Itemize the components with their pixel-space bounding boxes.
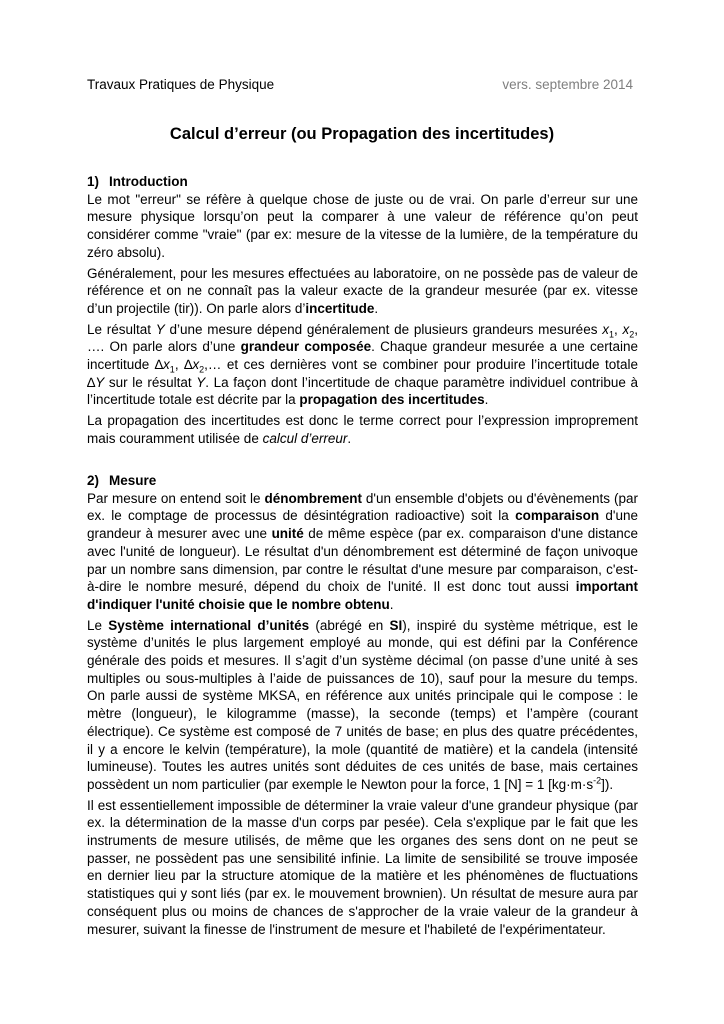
subscript: 1	[608, 329, 614, 340]
paragraph-intro-2	[87, 265, 638, 318]
text-run: La propagation des incertitudes est donc le terme correct pour l’expression improprement mais couramment utilisée de	[87, 413, 638, 446]
bold-term: SI	[389, 617, 403, 633]
variable-x: x	[163, 357, 170, 373]
text-run: Le résultat	[87, 321, 156, 337]
text-run: sur le résultat	[104, 374, 197, 390]
text-run: de même espèce (par ex. comparaison d'une distance avec l'unité de longueur). Le résultat d'un dénombrement est déterminé de façon univoque par un nombre sans dimension, par contre le résultat d'une mesure par comparaison, c'est-à-dire le nombre mesuré, dépend du choix de l'unité. Il est donc tout aussi	[87, 526, 638, 595]
variable-x: x	[192, 357, 200, 373]
bold-term: unité	[271, 526, 304, 542]
bold-term: incertitude	[305, 300, 375, 316]
italic-term: calcul d’erreur	[262, 430, 348, 446]
text-run: . Chaque grandeur mesurée a une certaine incertitude	[87, 339, 639, 373]
section-title: Mesure	[109, 473, 157, 488]
subscript: 1	[169, 364, 175, 375]
bold-term: Système international d’unités	[108, 617, 310, 633]
text-run: d'une grandeur à mesurer avec une	[87, 508, 638, 542]
section-introduction	[87, 173, 638, 451]
text-run: ,	[613, 321, 623, 337]
text-run: . La façon dont l’incertitude de chaque paramètre individuel contribue à l’incertitude totale est décrite par la	[87, 374, 638, 408]
text-run: Généralement, pour les mesures effectuées au laboratoire, on ne possède pas de valeur de référence et on ne connaît pas la valeur exacte de la grandeur mesurée (par ex. vitesse d’un projectile (tir)). On parle alors d’	[87, 265, 638, 316]
delta-symbol: ∆	[184, 357, 193, 373]
text-run: .	[389, 596, 394, 612]
text-run: ,	[174, 357, 185, 373]
section-number: 2)	[87, 473, 100, 488]
section-heading-mesure	[87, 472, 638, 490]
text-run: .	[347, 430, 352, 446]
text-run: .	[484, 392, 489, 408]
bold-term: propagation des incertitudes	[299, 392, 485, 408]
text-run: Le	[87, 617, 109, 633]
text-run: ,… et ces dernières vont se combiner pour produire l’incertitude totale	[204, 357, 638, 373]
header-course-title: Travaux Pratiques de Physique	[87, 77, 275, 92]
text-run: d'un ensemble d'objets ou d'évènements (par ex. le comptage de processus de désintégration radioactive) soit la	[87, 490, 638, 524]
page-header	[87, 77, 633, 93]
bold-term: dénombrement	[264, 490, 362, 506]
text-run: (abrégé en	[309, 617, 390, 633]
section-number: 1)	[87, 174, 100, 189]
bold-term: grandeur composée	[240, 339, 372, 355]
paragraph-mesure-2	[87, 617, 638, 794]
text-run: d’une mesure dépend généralement de plusieurs grandeurs mesurées	[164, 321, 603, 337]
text-run: .	[374, 300, 379, 316]
document-title: Calcul d’erreur (ou Propagation des incertitudes)	[169, 125, 555, 143]
variable-y: Y	[95, 374, 105, 390]
text-run: ]).	[601, 776, 614, 792]
paragraph-mesure-1	[87, 490, 638, 614]
subscript: 2	[199, 364, 205, 375]
variable-x: x	[622, 321, 630, 337]
paragraph-intro-1: Le mot "erreur" se réfère à quelque chose de juste ou de vrai. On parle d’erreur sur une mesure physique lorsqu’on peut la comparer à une valeur de référence qu’on peut considérer comme "vraie" (par ex: mesure de la vitesse de la lumière, de la température du zéro absolu).	[87, 191, 638, 260]
subscript: 2	[629, 329, 635, 340]
variable-y: Y	[155, 321, 165, 337]
paragraph-mesure-3: Il est essentiellement impossible de déterminer la vraie valeur d'une grandeur physique (par ex. la détermination de la masse d'un corps par pesée). Cela s'explique par le fait que les instruments de mesure utilisés, de même que les organes des sens dont on ne peut se passer, ne possèdent pas une sensibilité infinie. La limite de sensibilité se trouve imposée en dernier lieu par la structure atomique de la matière et les phénomènes de fluctuations statistiques qui y sont liés (par ex. le mouvement brownien). Un résultat de mesure aura par conséquent plus ou moins de chances de s'approcher de la vraie valeur de la grandeur à mesurer, suivant la finesse de l'instrument de mesure et l'habileté de l'expérimentateur.	[87, 797, 638, 937]
text-run: ), inspiré du système métrique, est le système d’unités le plus largement employé au monde, qui est défini par la Conférence générale des poids et mesures. Il s’agit d’un système décimal (on passe d’une unité à ses multiples ou sous-multiples à l’aide de puissances de 10), sauf pour la mesure du temps. On parle aussi de système MKSA, en référence aux unités principale qui le compose : le mètre (longueur), le kilogramme (masse), la seconde (temps) et l’ampère (courant électrique). Ce système est composé de 7 unités de base; en plus des quatre précédentes, il y a encore le kelvin (température), la mole (quantité de matière) et la candela (intensité lumineuse). Toutes les autres unités sont déduites de ces unités de base, mais certaines possèdent un nom particulier (par exemple le Newton pour la force, 1 [N] = 1 [kg·m·s	[87, 617, 638, 792]
section-mesure	[87, 472, 638, 941]
variable-x: x	[602, 321, 609, 337]
text-run: Par mesure on entend soit le	[87, 490, 265, 506]
text-run: , …. On parle alors d’une	[87, 321, 638, 355]
bold-term: comparaison	[515, 508, 600, 524]
header-version: vers. septembre 2014	[502, 77, 633, 92]
paragraph-intro-3	[87, 321, 638, 410]
variable-y: Y	[196, 374, 206, 390]
delta-symbol: ∆	[87, 374, 96, 390]
superscript: -2	[593, 775, 602, 786]
section-heading-introduction	[87, 173, 638, 191]
bold-term: important d'indiquer l'unité choisie que le nombre obtenu	[87, 579, 638, 612]
delta-symbol: ∆	[154, 357, 164, 373]
paragraph-intro-4	[87, 412, 638, 447]
section-title: Introduction	[109, 174, 188, 189]
